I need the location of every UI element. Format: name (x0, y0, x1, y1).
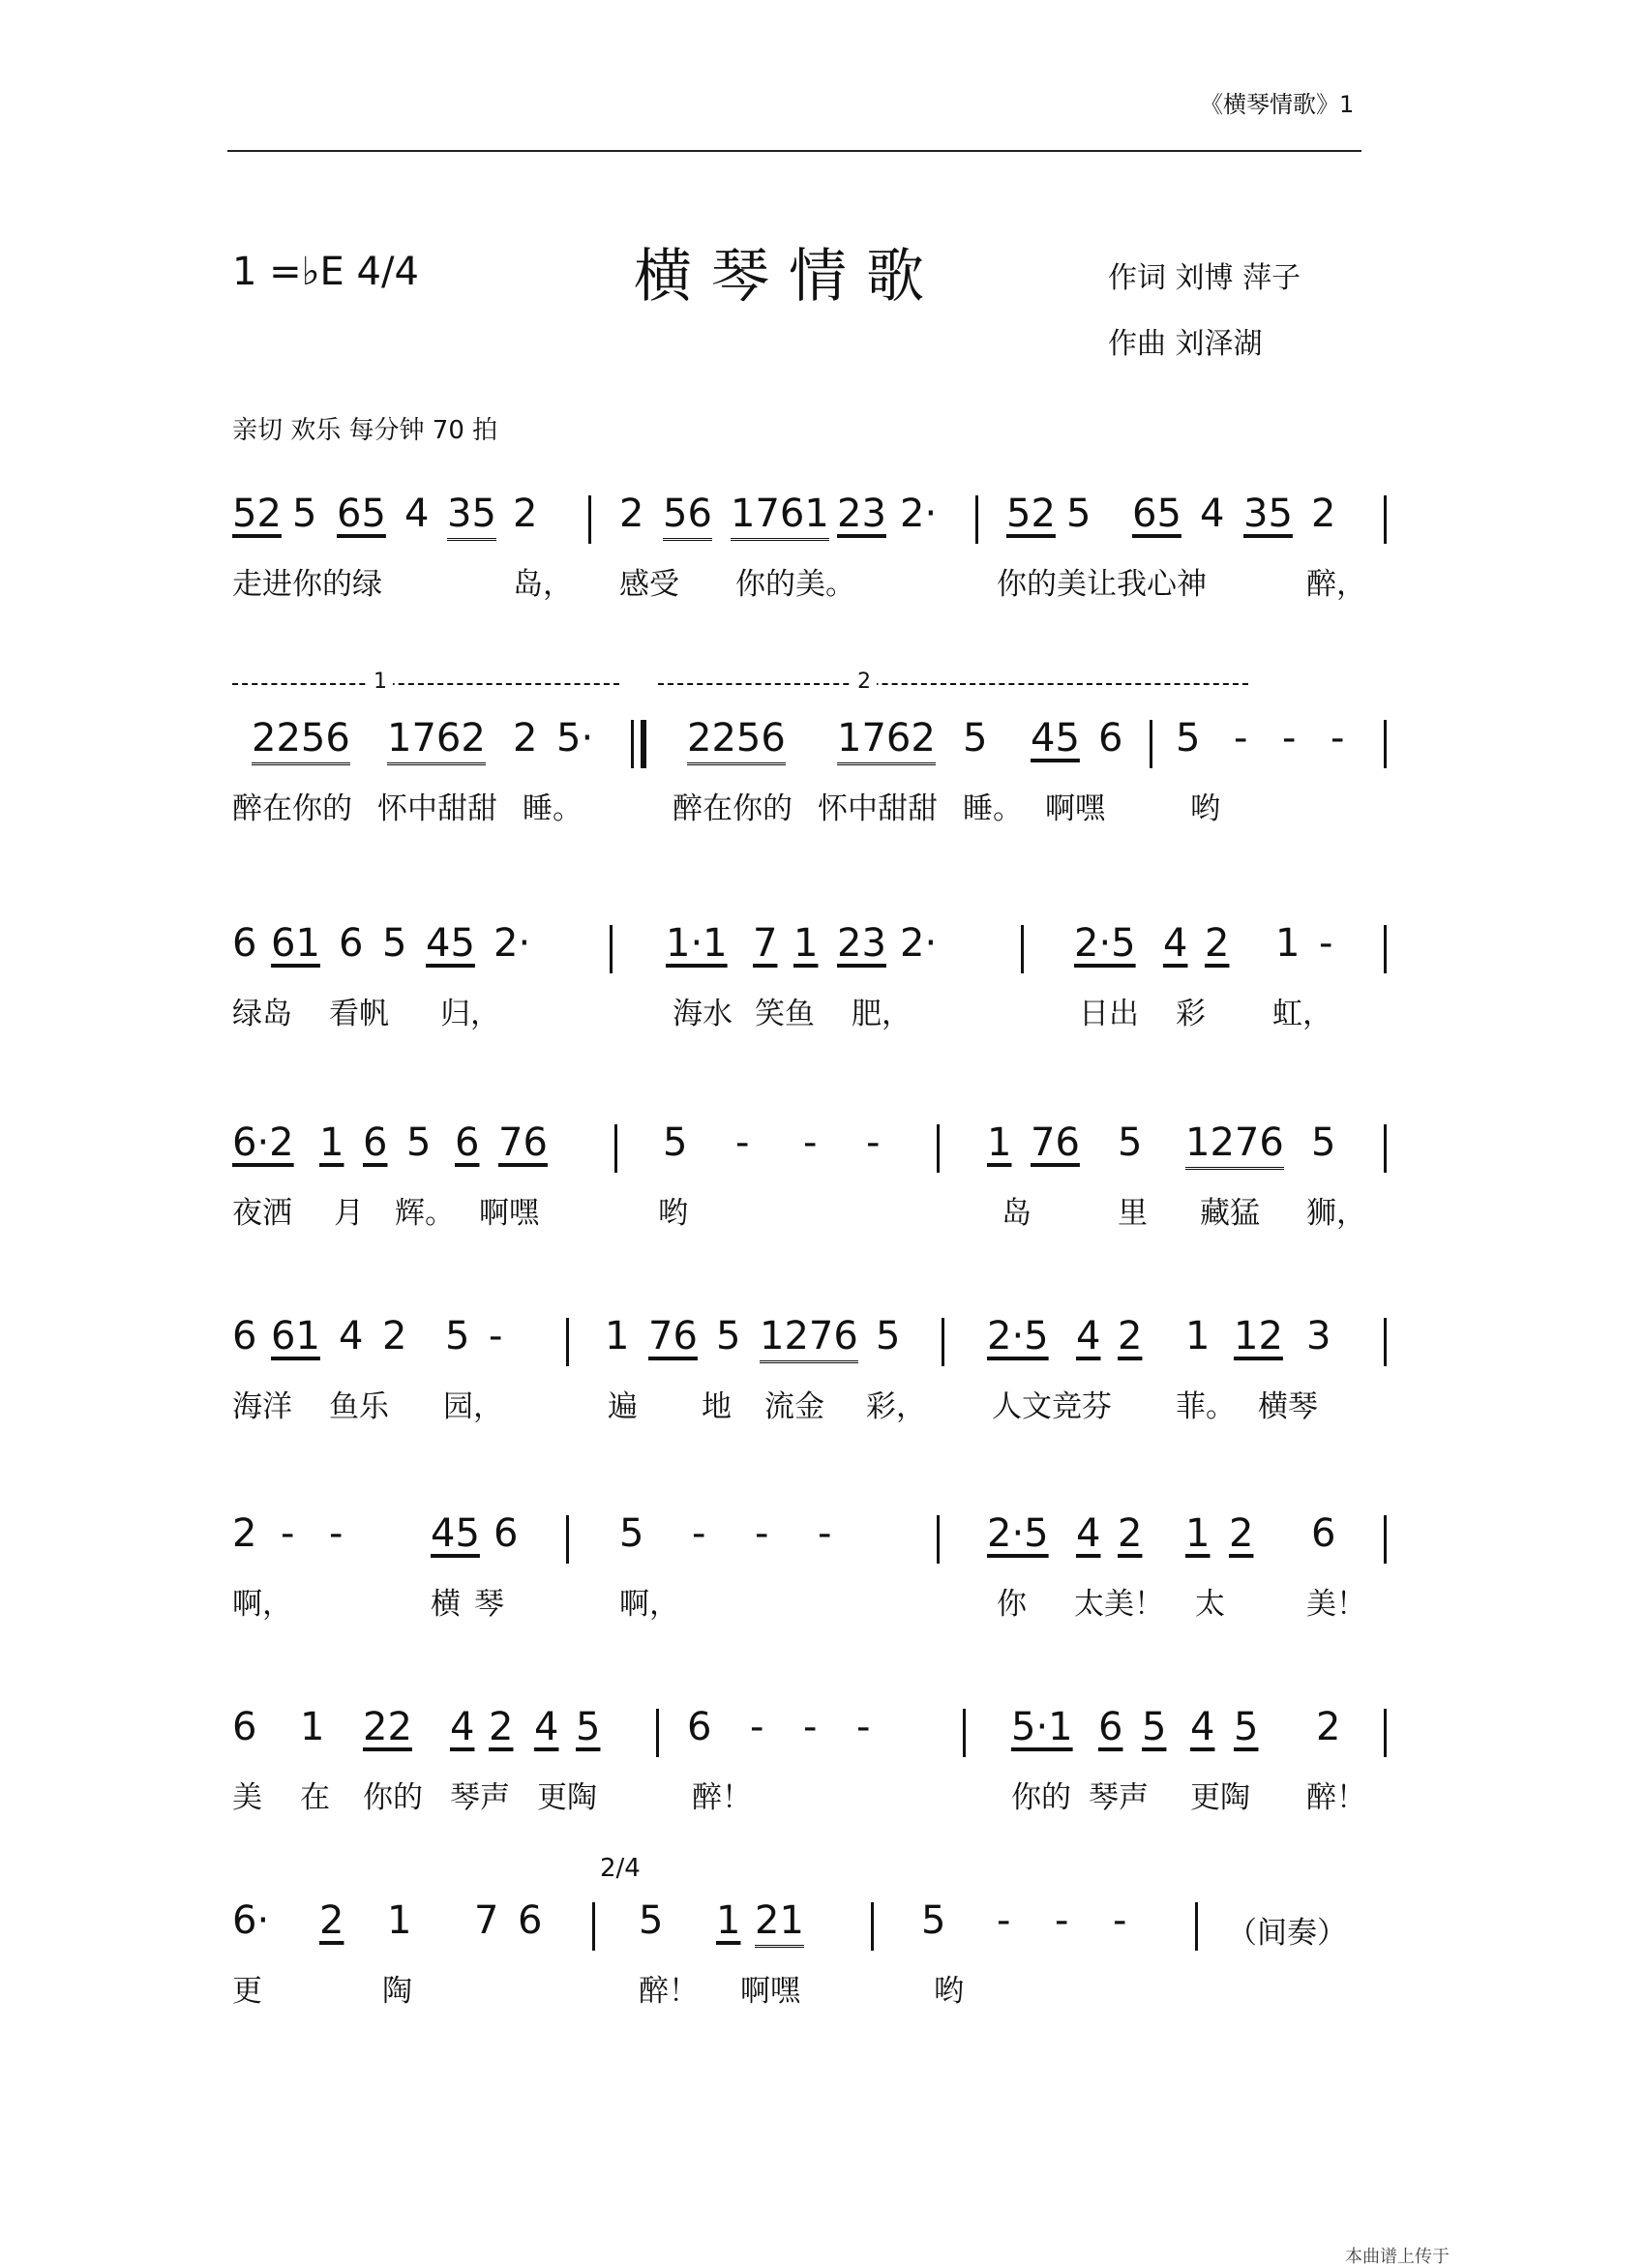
lyric: 你 (997, 1587, 1027, 1622)
footer-watermark: 本曲谱上传于 (1345, 2247, 1450, 2267)
note: 1 (1275, 921, 1301, 966)
lyric: 啊嘿 (479, 1196, 539, 1231)
lyric: 怀中甜甜 (377, 791, 497, 826)
composer-credit: 作曲 刘泽湖 (1108, 327, 1263, 361)
score-system-2 (232, 670, 1393, 832)
note: 5 (639, 1898, 664, 1943)
volta-number: 2 (852, 670, 877, 694)
volta-number: 1 (368, 670, 393, 694)
note: 52 (1006, 492, 1056, 536)
lyric: 彩， (866, 1389, 926, 1424)
barline (1384, 1515, 1387, 1564)
note: 76 (498, 1120, 548, 1165)
note: 2· (900, 921, 938, 966)
barline (871, 1902, 874, 1951)
lyric: 醉！ (692, 1780, 752, 1815)
lyric: 海洋 (232, 1389, 292, 1424)
note: 4 (1200, 492, 1225, 536)
barline (1384, 1318, 1387, 1366)
lyric: 肥， (852, 997, 912, 1031)
note: 65 (1132, 492, 1181, 536)
note: 2 (1316, 1705, 1341, 1749)
barline (631, 720, 634, 768)
note: 4 (1076, 1511, 1101, 1556)
note: 5 (1118, 1120, 1143, 1165)
note: 6 (455, 1120, 480, 1165)
lyric: 横 (431, 1587, 461, 1622)
barline (1384, 1124, 1387, 1173)
barline (566, 1515, 569, 1564)
note: 2256 (252, 716, 350, 765)
note: 65 (337, 492, 386, 536)
note: 5 (1142, 1705, 1167, 1749)
note: 2·5 (1074, 921, 1136, 966)
meter-change: 2/4 (600, 1854, 641, 1883)
note: 5 (963, 716, 988, 761)
lyric: 流金 (764, 1389, 824, 1424)
note: 6 (339, 921, 364, 966)
note: 7 (474, 1898, 499, 1943)
barline (1150, 720, 1152, 768)
notation-row (232, 716, 1393, 784)
barline (1195, 1902, 1198, 1951)
lyric: 醉！ (639, 1974, 699, 2009)
lyric: 笑鱼 (755, 997, 815, 1031)
lyric-row (232, 1773, 1393, 1821)
lyric: 睡。 (523, 791, 583, 826)
note: 76 (648, 1314, 698, 1358)
note: - (997, 1898, 1011, 1943)
note: 1 (716, 1898, 741, 1943)
lyric: 狮， (1306, 1196, 1366, 1231)
lyric: 醉！ (1306, 1780, 1366, 1815)
barline (1021, 925, 1024, 973)
lyric: 藏猛 (1200, 1196, 1260, 1231)
lyric: 啊嘿 (740, 1974, 800, 2009)
note: - (489, 1314, 503, 1358)
score-system-7 (232, 1705, 1393, 1821)
note: 2 (489, 1705, 514, 1749)
note: 4 (450, 1705, 475, 1749)
lyric: 菲。 (1176, 1389, 1236, 1424)
lyric: 你的 (1011, 1780, 1071, 1815)
barline (963, 1709, 966, 1757)
note: 5 (406, 1120, 432, 1165)
lyric: 感受 (619, 567, 679, 602)
lyric: 彩 (1176, 997, 1206, 1031)
note: 1 (1185, 1314, 1211, 1358)
note: 1276 (760, 1314, 858, 1363)
note: - (750, 1705, 764, 1749)
lyric: 更陶 (537, 1780, 597, 1815)
note: 5 (921, 1898, 946, 1943)
note: 6 (687, 1705, 712, 1749)
note: 6· (232, 1898, 270, 1943)
lyric: 啊， (232, 1587, 292, 1622)
lyric: 琴声 (1089, 1780, 1149, 1815)
lyric: 琴声 (450, 1780, 510, 1815)
note: 2 (1118, 1511, 1143, 1556)
note: 2 (1205, 921, 1230, 966)
note: 2· (900, 492, 938, 536)
note: 61 (271, 1314, 320, 1358)
note: 45 (431, 1511, 480, 1556)
note: 2 (232, 1511, 257, 1556)
note: 6·2 (232, 1120, 294, 1165)
note: 4 (1190, 1705, 1215, 1749)
lyric-row (232, 784, 1393, 832)
lyric-row (232, 1966, 1393, 2014)
note: - (329, 1511, 344, 1556)
note: - (866, 1120, 881, 1165)
note: 6 (1098, 1705, 1123, 1749)
note: 35 (1243, 492, 1293, 536)
note: 2· (494, 921, 531, 966)
barline (566, 1318, 569, 1366)
score-system-5 (232, 1314, 1393, 1430)
note: 4 (404, 492, 430, 536)
note: - (803, 1705, 818, 1749)
note: 7 (753, 921, 778, 966)
lyric: 里 (1118, 1196, 1148, 1231)
note: - (1113, 1898, 1127, 1943)
score-system-3 (232, 921, 1393, 1037)
lyric: 哟 (1190, 791, 1220, 826)
song-title: 横琴情歌 (634, 243, 943, 311)
lyricist-credit: 作词 刘博 萍子 (1108, 261, 1301, 295)
lyric-row (232, 559, 1393, 608)
notation-row (232, 1898, 1393, 1966)
lyric: 月 (334, 1196, 364, 1231)
note: 2·5 (987, 1511, 1049, 1556)
note: - (1282, 716, 1297, 761)
lyric: 你的美让我心神 (997, 567, 1207, 602)
lyric: 太美！ (1074, 1587, 1164, 1622)
note: 2 (619, 492, 644, 536)
lyric: 陶 (382, 1974, 412, 2009)
lyric-row (232, 1188, 1393, 1237)
note: 5·1 (1011, 1705, 1073, 1749)
note: - (856, 1705, 871, 1749)
barline (656, 1709, 659, 1757)
note: 1 (300, 1705, 325, 1749)
lyric: 园， (443, 1389, 503, 1424)
score-system-8 (232, 1850, 1393, 2014)
note: 5 (1066, 492, 1092, 536)
lyric: 你的美。 (735, 567, 855, 602)
lyric: 归， (440, 997, 500, 1031)
barline (1384, 925, 1387, 973)
header-rule (227, 150, 1361, 152)
note: 5 (382, 921, 407, 966)
score-system-4 (232, 1120, 1393, 1237)
note: 6 (232, 1314, 257, 1358)
note: 1 (387, 1898, 412, 1943)
lyric: 哟 (934, 1974, 964, 2009)
note: 5 (445, 1314, 470, 1358)
note: 2 (1311, 492, 1336, 536)
note: - (281, 1511, 295, 1556)
barline (614, 1124, 617, 1173)
note: 5 (619, 1511, 644, 1556)
note: 61 (271, 921, 320, 966)
lyric: 夜洒 (232, 1196, 292, 1231)
note: 35 (447, 492, 496, 541)
tempo-marking: 亲切 欢乐 每分钟 70 拍 (232, 416, 498, 445)
lyric: 岛 (1002, 1196, 1032, 1231)
barline (592, 1902, 595, 1951)
notation-row (232, 1511, 1393, 1579)
note: 1762 (387, 716, 486, 765)
repeat-barline (641, 720, 646, 768)
note: 1276 (1185, 1120, 1284, 1170)
note: 23 (837, 492, 886, 536)
note: 56 (663, 492, 712, 541)
barline (610, 925, 613, 973)
note: 6 (363, 1120, 388, 1165)
note: 6 (518, 1898, 543, 1943)
note: 2 (1229, 1511, 1254, 1556)
note: 45 (426, 921, 475, 966)
lyric: 在 (300, 1780, 330, 1815)
running-header: 《横琴情歌》1 (1200, 91, 1355, 118)
note: 2 (513, 716, 538, 761)
note: 1761 (731, 492, 829, 541)
note: - (818, 1511, 832, 1556)
note: 3 (1306, 1314, 1331, 1358)
note: 5 (716, 1314, 741, 1358)
note: 5 (1311, 1120, 1336, 1165)
lyric: 美！ (1306, 1587, 1366, 1622)
lyric: 醉， (1306, 567, 1366, 602)
note: 2 (319, 1898, 344, 1943)
lyric: 哟 (658, 1196, 688, 1231)
barline (1384, 1709, 1387, 1757)
lyric: 琴 (474, 1587, 504, 1622)
volta-row (232, 670, 1393, 716)
note: 5 (1176, 716, 1201, 761)
note: - (735, 1120, 750, 1165)
note: 2 (382, 1314, 407, 1358)
barline (942, 1318, 944, 1366)
lyric: 横琴 (1258, 1389, 1318, 1424)
note: 2256 (687, 716, 786, 765)
lyric: 岛， (513, 567, 573, 602)
note: 6 (1311, 1511, 1336, 1556)
note: 52 (232, 492, 282, 536)
lyric-row (232, 1579, 1393, 1627)
lyric: 醉在你的 (673, 791, 793, 826)
score-system-6 (232, 1511, 1393, 1627)
lyric: 啊嘿 (1045, 791, 1105, 826)
volta-bracket-2 (658, 683, 1248, 685)
notation-row (232, 1314, 1393, 1382)
note: 5· (556, 716, 594, 761)
note: - (1319, 921, 1333, 966)
note: 5 (292, 492, 317, 536)
lyric: 怀中甜甜 (818, 791, 938, 826)
lyric: 鱼乐 (329, 1389, 389, 1424)
key-signature: 1 =♭E 4/4 (232, 250, 419, 294)
lyric: 睡。 (963, 791, 1023, 826)
note: 76 (1031, 1120, 1080, 1165)
lyric-row (232, 1382, 1393, 1430)
note: - (1234, 716, 1248, 761)
note: - (1331, 716, 1345, 761)
note: 5 (1234, 1705, 1259, 1749)
note: 2·5 (987, 1314, 1049, 1358)
note: 1 (793, 921, 819, 966)
lyric: 太 (1195, 1587, 1225, 1622)
lyric: 绿岛 (232, 997, 292, 1031)
note: 5 (876, 1314, 901, 1358)
barline (937, 1124, 940, 1173)
lyric: 辉。 (395, 1196, 455, 1231)
volta-bracket-1 (232, 683, 619, 685)
notation-row (232, 921, 1393, 989)
barline (937, 1515, 940, 1564)
note: 4 (534, 1705, 559, 1749)
lyric: 遍 (608, 1389, 638, 1424)
note: - (1055, 1898, 1069, 1943)
note: 1·1 (666, 921, 728, 966)
lyric: 海水 (673, 997, 733, 1031)
note: 4 (1076, 1314, 1101, 1358)
lyric: 走进你的绿 (232, 567, 382, 602)
notation-row (232, 1705, 1393, 1773)
notation-row (232, 1120, 1393, 1188)
note: 2 (513, 492, 538, 536)
lyric: 人文竞芬 (992, 1389, 1112, 1424)
lyric-row (232, 989, 1393, 1037)
note: 12 (1234, 1314, 1283, 1358)
lyric: 日出 (1079, 997, 1139, 1031)
lyric: 地 (702, 1389, 732, 1424)
interlude-marking: （间奏） (1227, 1916, 1347, 1951)
note: 1762 (837, 716, 936, 765)
barline (975, 495, 978, 544)
note: 21 (755, 1898, 804, 1948)
note: - (803, 1120, 818, 1165)
score-system-1 (232, 492, 1393, 608)
note: 45 (1031, 716, 1080, 761)
note: 1 (605, 1314, 630, 1358)
note: - (692, 1511, 706, 1556)
note: 4 (1163, 921, 1188, 966)
note: 5 (576, 1705, 601, 1749)
lyric: 醉在你的 (232, 791, 352, 826)
note: 6 (494, 1511, 519, 1556)
lyric: 虹， (1272, 997, 1332, 1031)
lyric: 啊， (619, 1587, 679, 1622)
barline (1384, 720, 1387, 768)
lyric: 更 (232, 1974, 262, 2009)
lyric: 你的 (363, 1780, 423, 1815)
lyric: 看帆 (329, 997, 389, 1031)
note: 1 (987, 1120, 1012, 1165)
note: 1 (1185, 1511, 1211, 1556)
note: 22 (363, 1705, 412, 1749)
barline (588, 495, 591, 544)
note: 6 (232, 921, 257, 966)
notation-row (232, 492, 1393, 559)
note: 2 (1118, 1314, 1143, 1358)
note: 4 (339, 1314, 364, 1358)
barline (1384, 495, 1387, 544)
meter-row (232, 1850, 1393, 1898)
note: - (755, 1511, 769, 1556)
note: 23 (837, 921, 886, 966)
note: 6 (232, 1705, 257, 1749)
note: 5 (663, 1120, 688, 1165)
note: 6 (1098, 716, 1123, 761)
lyric: 美 (232, 1780, 262, 1815)
note: 1 (319, 1120, 344, 1165)
lyric: 更陶 (1190, 1780, 1250, 1815)
